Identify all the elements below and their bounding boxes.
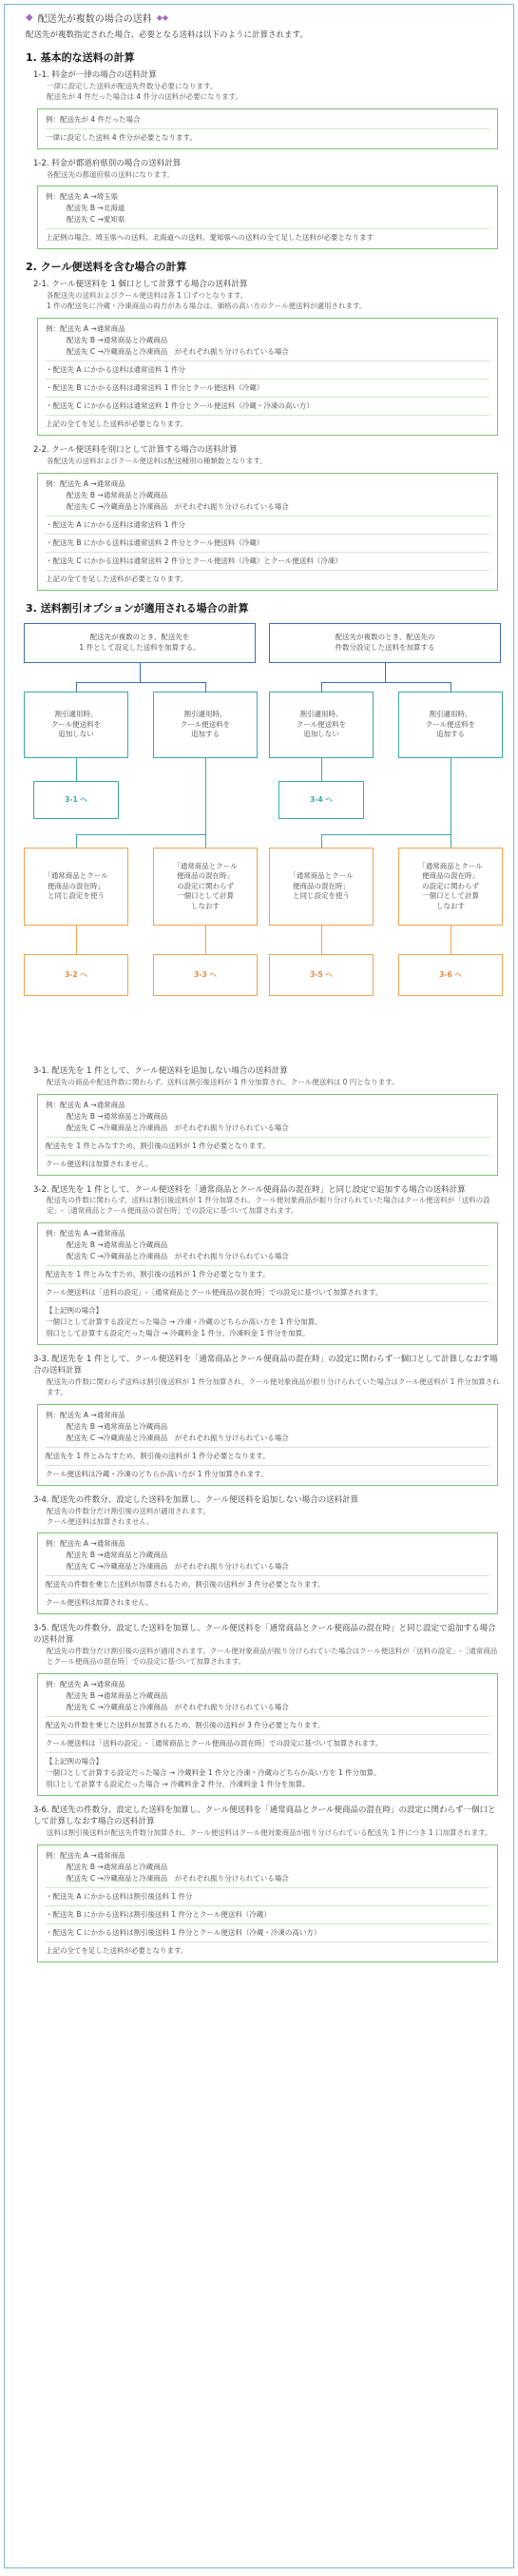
diamond-icon: ◆ — [26, 12, 33, 23]
example-line: 上記の全てを足した送料が必要となります。 — [46, 420, 188, 429]
section-2-2-desc: 各配送先の送料およびクール便送料は配送種別の種類数となります。 — [47, 456, 267, 465]
example-line: 配送先 C →冷蔵商品と冷凍商品 がそれぞれ振り分けられている場合 — [67, 1122, 289, 1132]
example-line: 配送先 B →通常商品と冷蔵商品 — [67, 1862, 168, 1871]
example-line: 配送先 B →通常商品と冷蔵商品 — [67, 1111, 168, 1121]
example-line: 例：配送先 A →通常商品 — [46, 1229, 125, 1239]
example-line: ・配送先 B にかかる送料は通常送料 1 件分とクール便送料（冷蔵） — [46, 383, 264, 393]
example-line: 配送先 B →通常商品と冷蔵商品 — [67, 1421, 168, 1431]
diamond-decoration-icon: ◆◆ — [156, 13, 169, 22]
section-2-1-desc: 1 件の配送先に冷蔵・冷凍商品の両方がある場合は、価格の高い方のクール便送料が適用されます。 — [47, 302, 367, 311]
section-3-4-desc: クール便送料は加算されません。 — [47, 1516, 154, 1526]
example-line: 配送先 C →冷蔵商品と冷凍商品 がそれぞれ振り分けられている場合 — [67, 1252, 289, 1261]
example-box — [37, 1844, 498, 1962]
example-line: 配送先の件数を乗じた送料が加算されるため、割引後の送料が 3 件分必要となります。 — [46, 1720, 325, 1729]
section-2-1-desc: 各配送先の送料およびクール便送料は各 1 口ずつとなります。 — [47, 291, 248, 301]
section-3-1-title: 3-1. 配送先を 1 件として、クール便送料を追加しない場合の送料計算 — [33, 1065, 288, 1076]
intro-text: 配送先が複数指定された場合、必要となる送料は以下のように計算されます。 — [26, 30, 308, 40]
example-line: 配送先 B →北海道 — [67, 204, 125, 213]
example-line: ・配送先 A にかかる送料は割引後送料 1 件分 — [46, 1891, 193, 1901]
link-3-3-box[interactable] — [153, 954, 258, 996]
flow-option-box: 割引適用時、 クール便送料を 追加しない — [269, 692, 374, 758]
example-line: 上記の全てを足した送料が必要となります。 — [46, 574, 188, 583]
flow-connector — [321, 834, 451, 835]
example-line: 配送先の件数を乗じた送料が加算されるため、割引後の送料が 3 件分必要となります。 — [46, 1580, 325, 1590]
link-3-1[interactable]: 3-1 へ — [65, 794, 87, 804]
section-1-heading: 1. 基本的な送料の計算 — [26, 51, 135, 64]
flowchart — [24, 623, 502, 1053]
example-line: 例：配送先 A →通常商品 — [46, 1100, 125, 1109]
example-line: クール便送料は加算されません。 — [46, 1598, 153, 1608]
example-line: 配送先 B →通常商品と冷蔵商品 — [67, 336, 168, 345]
example-box — [37, 473, 498, 591]
flow-connector — [205, 926, 206, 954]
example-line: 一個口として計算する設定だった場合 → 冷蔵料金 1 件分と冷凍・冷蔵のどちらか高い方を 1 件分加算。 — [46, 1767, 381, 1777]
section-2-1-title: 2-1. クール便送料を 1 個口として計算する場合の送料計算 — [33, 280, 248, 290]
link-3-5[interactable]: 3-5 へ — [310, 969, 333, 979]
section-1-1-title: 1-1. 料金が一律の場合の送料計算 — [33, 70, 157, 80]
example-line: ・配送先 C にかかる送料は通常送料 1 件分とクール便送料（冷蔵・冷凍の高い方） — [46, 401, 314, 411]
section-3-1-desc: 配送先の商品や配送件数に関わらず、送料は割引後送料が 1 件分加算され、クール便送料は 0 円となります。 — [47, 1077, 399, 1086]
section-3-4-title: 3-4. 配送先の件数分、設定した送料を加算し、クール便送料を追加しない場合の送料計算 — [33, 1494, 359, 1505]
flow-sub-option-box: 「通常商品とクール 便商品の混在時」 と同じ設定を使う — [269, 848, 374, 926]
page-title: 配送先が複数の場合の送料 — [37, 14, 152, 25]
flow-option-box: 割引適用時、 クール便送料を 追加しない — [24, 692, 128, 758]
example-box — [37, 1222, 498, 1345]
example-line: 配送先 C →冷蔵商品と冷凍商品 がそれぞれ振り分けられている場合 — [67, 347, 289, 357]
flow-connector — [76, 758, 77, 781]
link-3-1-box[interactable] — [33, 781, 119, 819]
link-3-2-box[interactable] — [24, 954, 128, 996]
example-line: ・配送先 A にかかる送料は通常送料 1 件分 — [46, 365, 185, 375]
example-line: 例：配送先 A →通常商品 — [46, 1850, 125, 1860]
section-2-2-title: 2-2. クール便送料を別口として計算する場合の送料計算 — [33, 445, 238, 456]
section-3-3-title: 3-3. 配送先を 1 件として、クール便送料を「通常商品とクール便商品の混在時」の設定に関わらず一個口として計算しなおす場合の送料計算 — [33, 1355, 498, 1376]
section-3-6-desc: 送料は割引後送料が配送先件数分加算され、クール便送料はクール便対象商品が振り分けられている配送先 1 件につき 1 口加算されます。 — [47, 1827, 492, 1837]
example-line: 上記例の場合、埼玉県への送料、北海道への送料、愛知県への送料の全て足した送料が必要となります — [46, 233, 374, 243]
flow-connector — [140, 663, 141, 682]
section-3-3-desc: 配送先の件数に関わらず送料は割引後送料が 1 件分加算され、クール便対象商品が振り分けられていた場合はクール便送料が 1 件分加算されます。 — [47, 1377, 500, 1396]
example-line: 配送先 C →冷蔵商品と冷凍商品 がそれぞれ振り分けられている場合 — [67, 1873, 289, 1883]
example-box — [37, 108, 498, 149]
link-3-2[interactable]: 3-2 へ — [65, 969, 87, 979]
example-line: ・配送先 A にかかる送料は通常送料 1 件分 — [46, 519, 185, 529]
flow-sub-option-box: 「通常商品とクール 便商品の混在時」 の設定に関わらず 一個口として計算 しなおす — [153, 848, 258, 926]
section-1-2-desc: 各配送先の都道府県の送料になります。 — [47, 169, 175, 179]
example-line: 配送先を 1 件とみなすため、割引後の送料が 1 件分必要となります。 — [46, 1141, 270, 1150]
section-3-4-desc: 配送先の件数分だけ割引後の送料が適用されます。 — [47, 1506, 210, 1515]
content — [5, 5, 513, 1978]
flow-connector — [321, 758, 322, 781]
example-box — [37, 1673, 498, 1796]
flow-option-box: 割引適用時、 クール便送料を 追加する — [398, 692, 503, 758]
example-line: 配送先 B →通常商品と冷蔵商品 — [67, 490, 168, 499]
example-line: 一個口として計算する設定だった場合 → 冷凍・冷蔵のどちらか高い方を 1 件分加算。 — [46, 1317, 322, 1327]
example-box — [37, 1404, 498, 1486]
section-3-2-desc: 配送先の件数に関わらず、送料は割引後送料が 1 件分加算され、クール便対象商品が振り分けられていた場合はクール便送料が「送料の設定」-［通常商品とクール便商品の混在時］での設定に基づいて加算されます。 — [47, 1196, 490, 1216]
example-line: 配送先 B →通常商品と冷蔵商品 — [67, 1240, 168, 1250]
example-line: 例：配送先 A →通常商品 — [46, 1539, 125, 1549]
example-line: 上記の全てを足した送料が必要となります。 — [46, 1945, 188, 1955]
example-box — [37, 318, 498, 436]
section-1-1-desc: 配送先が 4 件だった場合は 4 件分の送料が必要になります。 — [47, 91, 242, 101]
section-3-6-title: 3-6. 配送先の件数分、設定した送料を加算し、クール便送料を「通常商品とクール便商品の混在時」の設定に関わらず一個口として計算しなおす場合の送料計算 — [33, 1805, 496, 1826]
example-line: 例：配送先 A →通常商品 — [46, 324, 125, 334]
example-box — [37, 1094, 498, 1176]
flow-connector — [321, 682, 322, 692]
example-line: 配送先を 1 件とみなすため、割引後の送料が 1 件分必要となります。 — [46, 1270, 270, 1279]
flow-connector — [321, 834, 322, 848]
flow-connector — [76, 926, 77, 954]
example-line: 例：配送先 A →通常商品 — [46, 478, 125, 488]
example-line: ・配送先 C にかかる送料は割引後送料 1 件分とクール便送料（冷蔵・冷凍の高い方） — [46, 1927, 321, 1937]
flow-top-right-box: 配送先が複数のとき、配送先の 件数分設定した送料を加算する — [269, 623, 501, 663]
page-title-bar — [24, 10, 502, 25]
link-3-4-box[interactable] — [278, 781, 364, 819]
example-line: ・配送先 C にかかる送料は通常送料 2 件分とクール便送料（冷蔵）とクール便送料（冷凍） — [46, 556, 342, 565]
link-3-5-box[interactable] — [269, 954, 374, 996]
link-3-3[interactable]: 3-3 へ — [194, 969, 217, 979]
example-line: ・配送先 B にかかる送料は通常送料 2 件分とクール便送料（冷蔵） — [46, 537, 264, 547]
flow-connector — [76, 682, 77, 692]
example-line: 配送先 C →冷蔵商品と冷凍商品 がそれぞれ振り分けられている場合 — [67, 1702, 289, 1711]
example-line: 例：配送先 A →埼玉県 — [46, 192, 119, 202]
example-line: 配送先を 1 件とみなすため、割引後の送料が 1 件分必要となります。 — [46, 1451, 270, 1460]
example-line: クール便送料は冷蔵・冷凍のどちらか高い方が 1 件分加算されます。 — [46, 1469, 268, 1478]
flow-top-left-box: 配送先が複数のとき、配送先を 1 件として設定した送料を加算する。 — [24, 623, 256, 663]
flow-connector — [205, 758, 206, 834]
flow-option-box: 割引適用時、 クール便送料を 追加する — [153, 692, 258, 758]
flow-connector — [205, 682, 206, 692]
link-3-6-box[interactable] — [398, 954, 503, 996]
section-3-5-title: 3-5. 配送先の件数分、設定した送料を加算し、クール便送料を「通常商品とクール便商品の混在時」と同じ設定で追加する場合の送料計算 — [33, 1624, 496, 1646]
flow-connector — [76, 682, 205, 683]
flow-connector — [205, 834, 206, 848]
flow-connector — [76, 834, 77, 848]
example-line: 別口として計算する設定だった場合 → 冷蔵料金 1 件分、冷凍料金 1 件分を加算。 — [46, 1329, 310, 1338]
flow-connector — [321, 926, 322, 954]
example-line: 例：配送先が 4 件だった場合 — [46, 114, 141, 124]
example-line: 別口として計算する設定だった場合 → 冷蔵料金 2 件分、冷凍料金 1 件分を加算。 — [46, 1779, 310, 1788]
section-3-heading: 3. 送料割引オプションが適用される場合の計算 — [26, 601, 249, 615]
example-line: クール便送料は「送料の設定」-［通常商品とクール便商品の混在時］での設定に基づいて加算されます。 — [46, 1738, 383, 1747]
example-line: 配送先 C →冷蔵商品と冷凍商品 がそれぞれ振り分けられている場合 — [67, 501, 289, 511]
flow-connector — [321, 682, 451, 683]
example-line: 配送先 C →冷蔵商品と冷凍商品 がそれぞれ振り分けられている場合 — [67, 1562, 289, 1571]
example-line: 一律に設定した送料 4 件分が必要となります。 — [46, 132, 197, 142]
example-line: 配送先 C →冷蔵商品と冷凍商品 がそれぞれ振り分けられている場合 — [67, 1433, 289, 1442]
example-line: 配送先 B →通常商品と冷蔵商品 — [67, 1551, 168, 1560]
example-line: 配送先 B →通常商品と冷蔵商品 — [67, 1690, 168, 1700]
section-3-2-title: 3-2. 配送先を 1 件として、クール便送料を「通常商品とクール便商品の混在時」と同じ設定で追加する場合の送料計算 — [33, 1184, 466, 1195]
flow-connector — [76, 834, 205, 835]
section-1-2-title: 1-2. 料金が都道府県別の場合の送料計算 — [33, 158, 182, 168]
example-line: 【上記例の場合】 — [46, 1756, 103, 1766]
link-3-6[interactable]: 3-6 へ — [439, 969, 462, 979]
example-box — [37, 1532, 498, 1614]
example-line: 例：配送先 A →通常商品 — [46, 1679, 125, 1688]
example-line: ・配送先 B にかかる送料は割引後送料 1 件分とクール便送料（冷蔵） — [46, 1909, 271, 1919]
section-1-1-desc: 一律に設定した送料が配送先件数分必要になります。 — [47, 81, 218, 90]
flow-sub-option-box: 「通常商品とクール 便商品の混在時」 と同じ設定を使う — [24, 848, 128, 926]
section-2-heading: 2. クール便送料を含む場合の計算 — [26, 261, 187, 274]
page-frame — [4, 4, 514, 2568]
example-box — [37, 185, 498, 249]
example-line: クール便送料は「送料の設定」-［通常商品とクール便商品の混在時］での設定に基づいて加算されます。 — [46, 1288, 383, 1298]
link-3-4[interactable]: 3-4 へ — [310, 794, 333, 804]
example-line: クール便送料は加算されません。 — [46, 1159, 153, 1168]
example-line: 配送先 C →愛知県 — [67, 215, 125, 224]
example-line: 【上記例の場合】 — [46, 1306, 103, 1316]
flow-connector — [385, 663, 386, 682]
flow-sub-option-box: 「通常商品とクール 便商品の混在時」 の設定に関わらず 一個口として計算 しなおす — [398, 848, 503, 926]
example-line: 例：配送先 A →通常商品 — [46, 1410, 125, 1419]
section-3-5-desc: 配送先の件数分だけ割引後の送料が適用されます。クール便対象商品が振り分けられていた場合はクール便送料が「送料の設定」-［通常商品とクール便商品の混在時］での設定に基づいて加算されます。 — [47, 1647, 498, 1667]
